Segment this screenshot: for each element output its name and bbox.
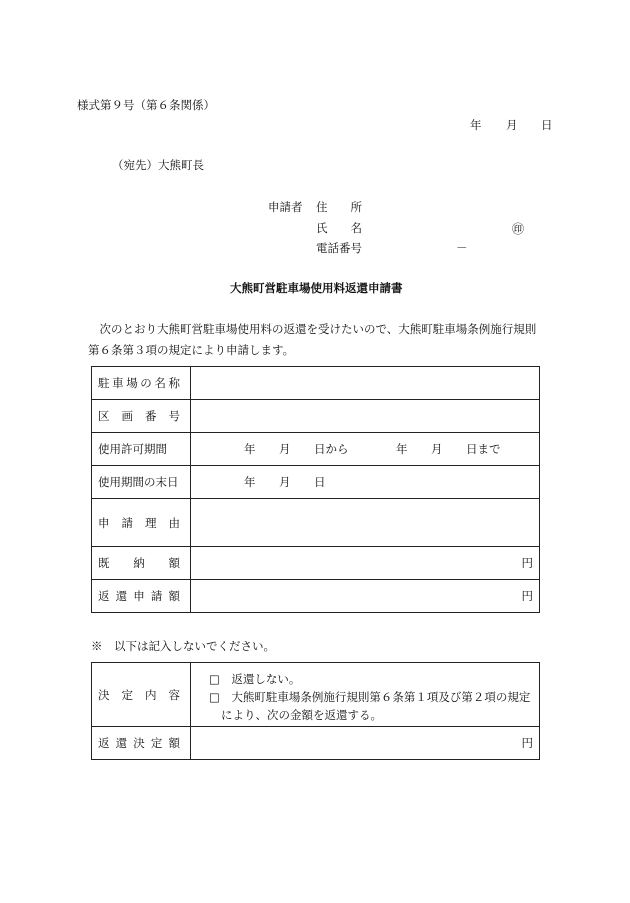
address-label: 住 所: [316, 200, 362, 214]
table-row: [92, 367, 540, 400]
from-day: 日から: [314, 442, 349, 456]
phone-separator: －: [456, 241, 468, 255]
end-day: 日: [314, 475, 326, 489]
table-row: [92, 433, 540, 466]
seal-mark: ㊞: [512, 222, 525, 236]
decision-table: [91, 662, 540, 760]
date-day: 日: [541, 118, 553, 132]
paid-amount-field[interactable]: [191, 547, 540, 580]
applicant-role: 申請者: [268, 200, 303, 214]
parking-name-field[interactable]: [191, 367, 540, 400]
row-label: 申 請 理 由: [92, 499, 191, 547]
application-table: [91, 366, 540, 613]
reason-field[interactable]: [191, 499, 540, 547]
from-year: 年: [244, 442, 256, 456]
decision-option-no-refund[interactable]: □ 返還しない。: [209, 672, 301, 686]
row-label: 区 画 番 号: [92, 400, 191, 433]
refund-decision-field[interactable]: [191, 727, 540, 760]
row-label: 決 定 内 容: [92, 663, 191, 727]
intro-line-1: 次のとおり大熊町営駐車場使用料の返還を受けたいので、大熊町駐車場条例施行規則: [88, 322, 537, 336]
table-row: [92, 580, 540, 613]
date-month: 月: [506, 118, 518, 132]
row-label: 返 還 申 請 額: [92, 580, 191, 613]
table-row: [92, 466, 540, 499]
permit-period-label: 使用許可期間: [92, 433, 191, 466]
table-row: [92, 400, 540, 433]
office-use-note: ※ 以下は記入しないでください。: [91, 639, 275, 653]
date-year: 年: [470, 118, 482, 132]
lot-number-field[interactable]: [191, 400, 540, 433]
decision-option-refund[interactable]: □ 大熊町駐車場条例施行規則第６条第１項及び第２項の規定: [209, 690, 531, 704]
yen-unit: 円: [521, 589, 533, 603]
end-date-field[interactable]: [191, 466, 540, 499]
refund-request-field[interactable]: [191, 580, 540, 613]
end-year: 年: [244, 475, 256, 489]
end-date-label: 使用期間の末日: [92, 466, 191, 499]
to-year: 年: [396, 442, 408, 456]
table-row: [92, 499, 540, 547]
to-day: 日まで: [466, 442, 501, 456]
intro-line-2: 第６条第３項の規定により申請します。: [88, 343, 295, 357]
row-label: 駐 車 場 の 名 称: [92, 367, 191, 400]
permit-period-field[interactable]: [191, 433, 540, 466]
phone-label: 電話番号: [316, 241, 362, 255]
table-row: [92, 547, 540, 580]
document-title: 大熊町営駐車場使用料返還申請書: [230, 281, 403, 295]
row-label: 既 納 額: [92, 547, 191, 580]
yen-unit: 円: [521, 736, 533, 750]
to-month: 月: [431, 442, 443, 456]
form-number: 様式第９号（第６条関係）: [77, 98, 215, 112]
name-label: 氏 名: [316, 221, 362, 235]
yen-unit: 円: [521, 556, 533, 570]
end-month: 月: [279, 475, 291, 489]
from-month: 月: [279, 442, 291, 456]
table-row: [92, 727, 540, 760]
table-row: [92, 663, 540, 727]
row-label: 返 還 決 定 額: [92, 727, 191, 760]
decision-field: [191, 663, 540, 727]
addressee: （宛先）大熊町長: [112, 158, 204, 172]
decision-option-refund-cont: により、次の金額を返還する。: [221, 708, 382, 722]
